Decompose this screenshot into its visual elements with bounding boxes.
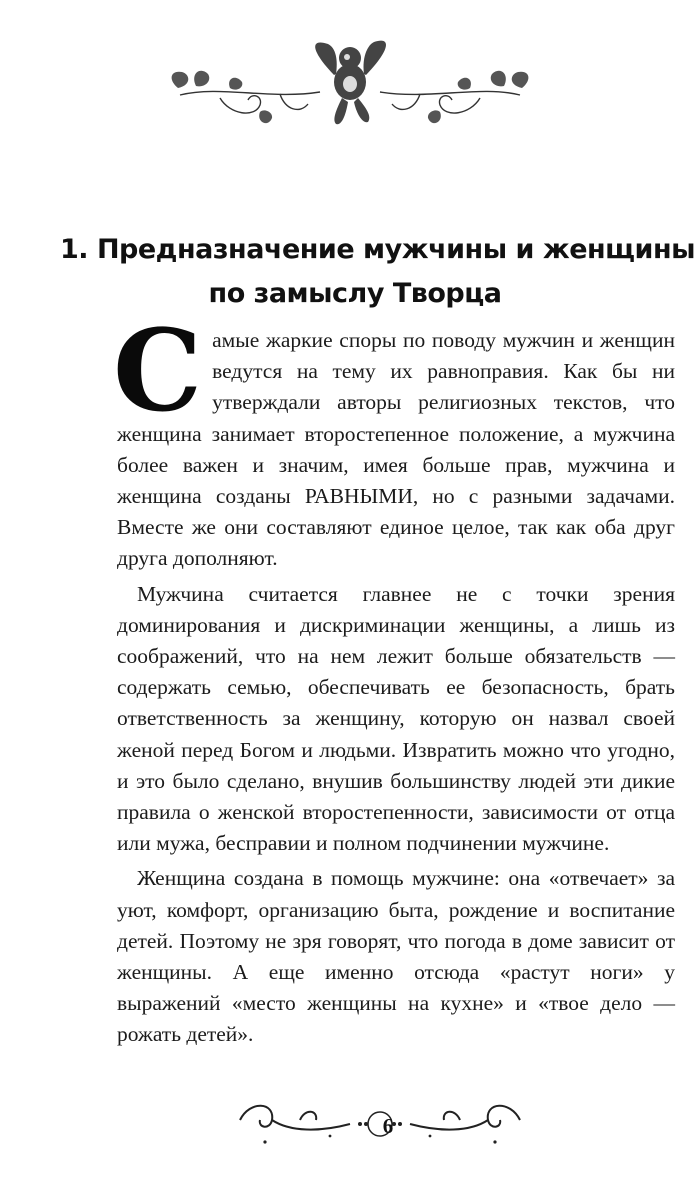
heading-line-2: по замыслу Творца [208,278,502,309]
paragraph-1-text: амые жаркие споры по поводу мужчин и женщин ведутся на тему их равноправия. Как бы ни утверждали авторы религиозных текстов, что женщина занимает второстепенное положение, а мужчина более важен и значим, имея больше прав, мужчина и женщина созданы РАВНЫМИ, но с разными задачами. Вместе же они составляют единое целое, так как оба друг друга дополняют. [117,328,675,571]
heading-line-1: 1. Предназначение мужчины и женщины [60,234,696,265]
paragraph-3: Женщина создана в помощь мужчине: она «отвечает» за уют, комфорт, организацию быта, рождение и воспитание детей. Поэтому не зря говорят, что погода в доме зависит от женщины. А еще именно отсюда «растут ноги» у выражений «место женщины на кухне» и «твое дело — рожать детей». [117,866,675,1047]
paragraph-2: Мужчина считается главнее не с точки зрения доминирования и дискриминации женщины, а лишь из соображений, что на нем лежит больше обязательств — содержать семью, обеспечивать ее безопасность, брать ответственность за женщину, которую он назвал своей женой перед Богом и людьми. Извратить можно что угодно, и это было сделано, внушив большинству людей эти дикие правила о женской второстепенности, зависимости от отца или мужа, бесправии и полном подчинении мужчине. [117,581,675,856]
paragraph-1 [113,306,675,575]
body-text [113,306,675,1051]
page-number: 6 [382,1114,394,1138]
cherub-ornament [160,30,540,140]
chapter-heading [60,228,696,316]
drop-cap: С [113,306,203,437]
